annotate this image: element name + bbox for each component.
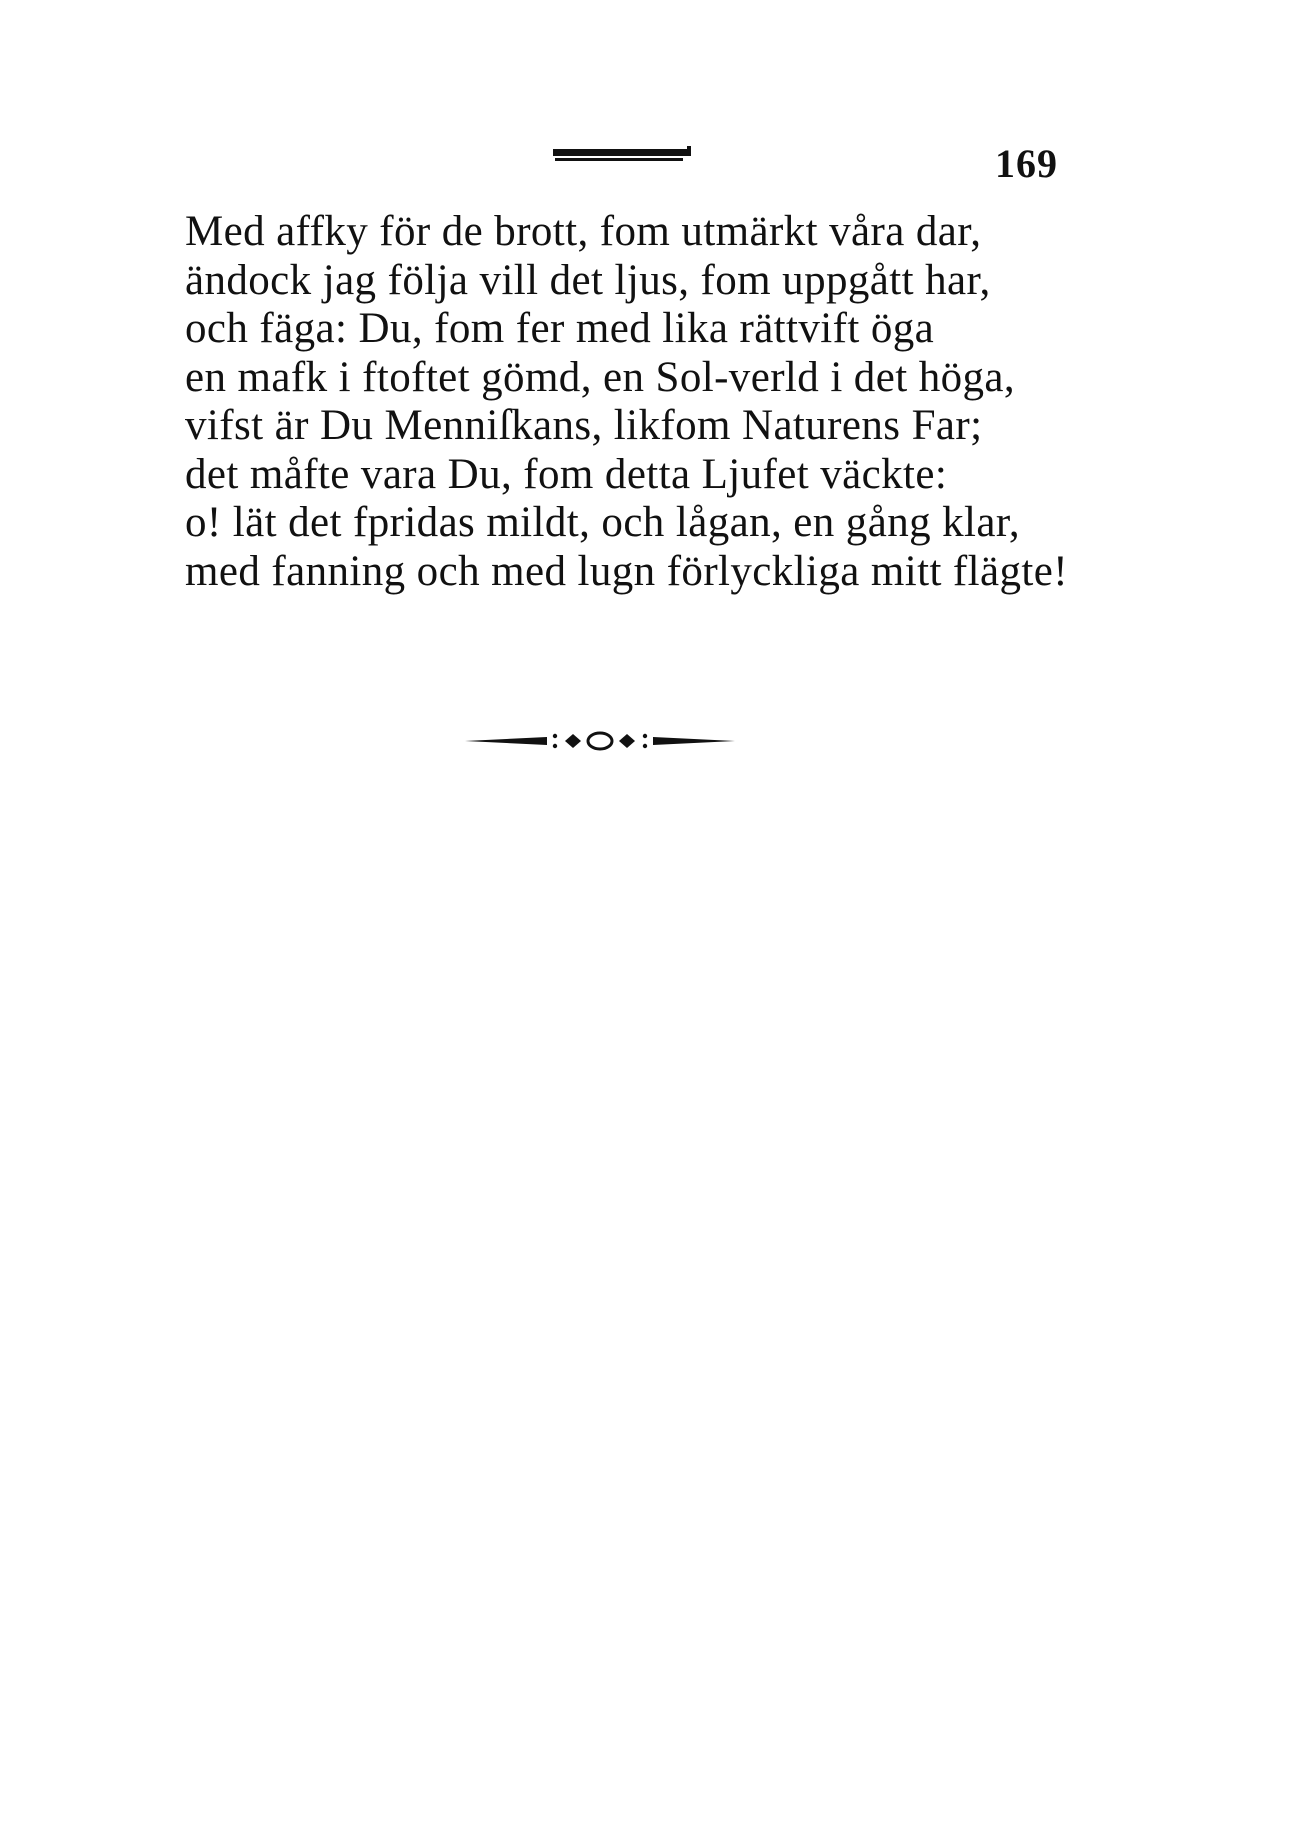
poem-line: Med affky för de brott, fom utmärkt våra dar, bbox=[185, 208, 982, 255]
poem-line: en mafk i ftoftet gömd, en Sol-verld i det höga, bbox=[185, 353, 1016, 401]
poem-line: ändock jag följa vill det ljus, fom uppgått har, bbox=[185, 256, 991, 304]
poem-line: vifst är Du Menniſkans, likfom Naturens Far; bbox=[185, 402, 983, 449]
poem-line: med fanning och med lugn förlyckliga mitt flägte! bbox=[185, 547, 1068, 595]
poem-line: o! lät det fpridas mildt, och lågan, en gång klar, bbox=[185, 499, 1021, 546]
page-number: 169 bbox=[995, 141, 1058, 186]
poem-stanza bbox=[185, 208, 1085, 596]
header-rule bbox=[553, 146, 693, 164]
poem-line: och fäga: Du, fom fer med lika rättvift öga bbox=[185, 305, 935, 352]
poem-line: det måfte vara Du, fom detta Ljufet väckte: bbox=[185, 450, 948, 498]
tailpiece-ornament bbox=[465, 725, 735, 753]
